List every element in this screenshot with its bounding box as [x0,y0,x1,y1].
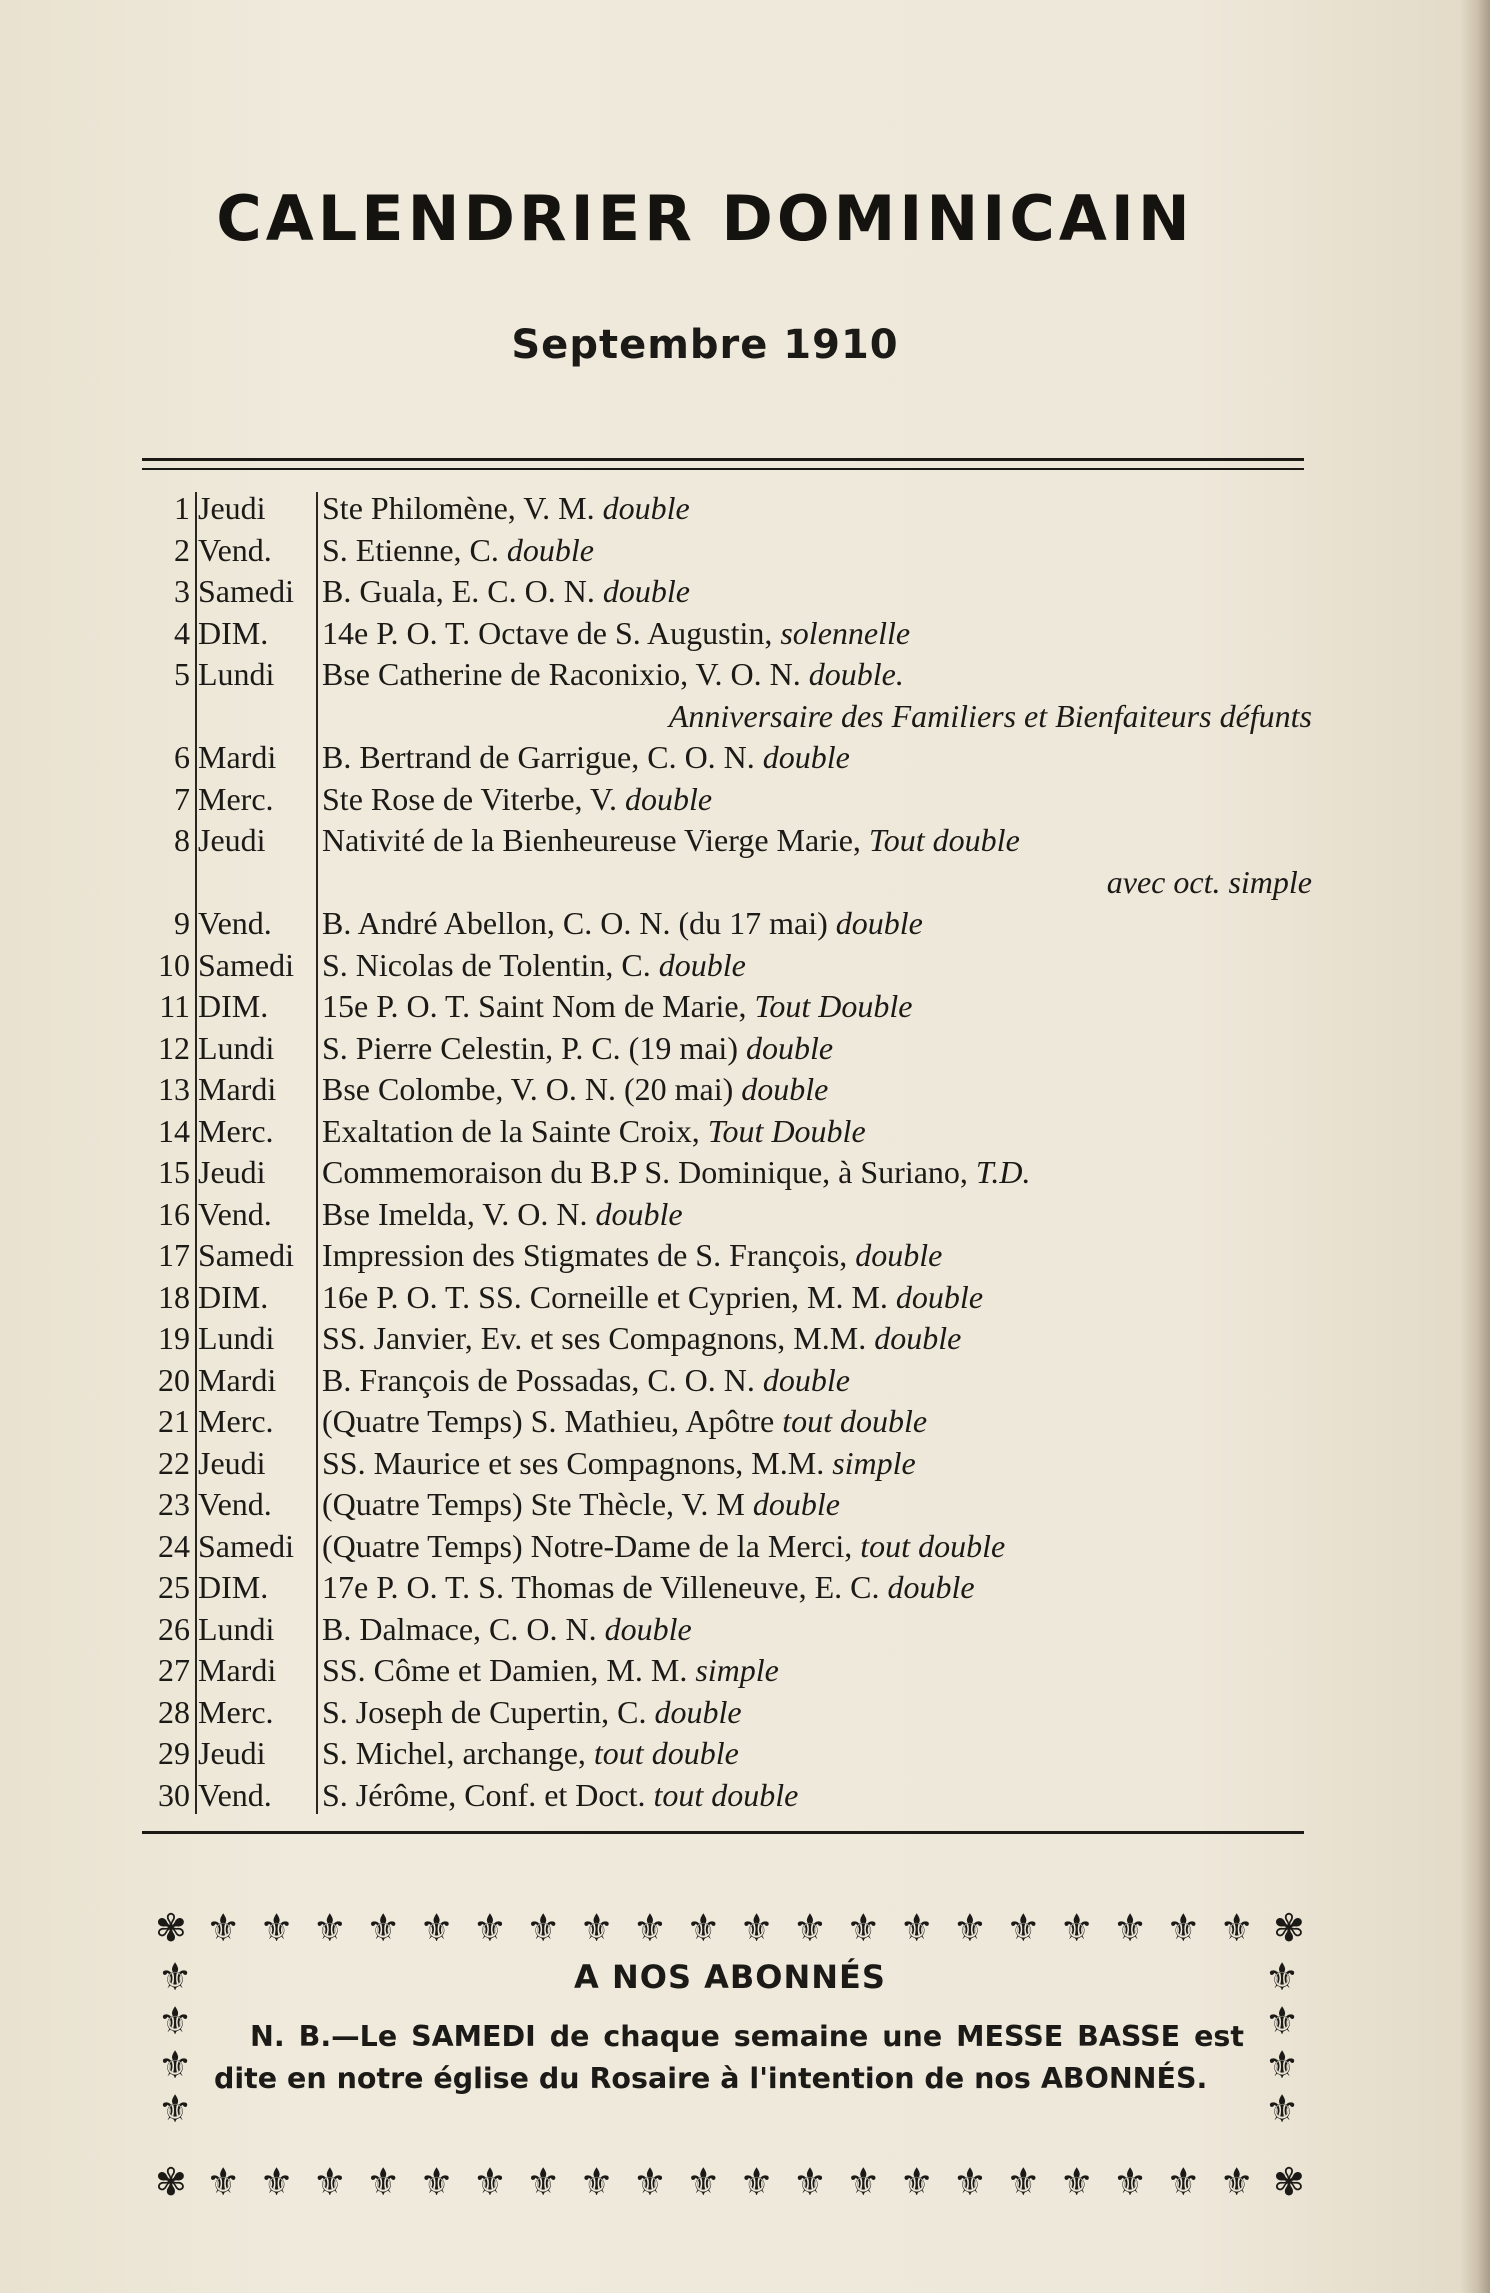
feast-rite: double [624,780,713,817]
feast-rite: tout double [653,1776,799,1813]
feast-description [322,1318,1312,1360]
feast-rite: double [874,1320,962,1356]
feast-name: B. André Abellon, C. O. N. (du 17 mai) [322,905,836,941]
calendar-row [0,1360,1490,1402]
feast-name: (Quatre Temps) Notre-Dame de la Merci, [322,1527,861,1564]
calendar-row [0,1650,1490,1692]
feast-name: Commemoraison du B.P S. Dominique, à Suriano, [322,1154,976,1190]
feast-description [322,530,1312,572]
weekday: Samedi [198,573,294,609]
fleur-de-lis-icon: ⚜ [579,2160,614,2204]
fleur-de-lis-icon: ⚜ [366,1906,401,1950]
calendar-row [0,530,1490,572]
feast-name: Bse Imelda, V. O. N. [322,1195,596,1232]
feast-description [322,945,1312,987]
fleur-de-lis-icon: ⚜ [259,1906,294,1950]
notice-text: N. B.—Le SAMEDI de chaque semaine une MESSE BASSE est dite en notre église du Rosaire à l'intention de nos ABONNÉS. [214,2020,1244,2095]
feast-name: B. Bertrand de Garrigue, C. O. N. [322,739,763,775]
day-number: 7 [174,780,190,817]
fleur-de-lis-icon: ⚜ [472,2160,507,2204]
calendar-row [0,1692,1490,1734]
feast-rite: tout double [782,1403,928,1439]
calendar-row [0,613,1490,655]
feast-description [322,1111,1312,1153]
corner-ornament-icon: ✾ [155,2160,187,2204]
fleur-de-lis-icon: ⚜ [1112,1906,1148,1950]
calendar-row [0,1235,1490,1277]
day-number: 22 [158,1444,190,1481]
feast-name: B. Guala, E. C. O. N. [322,573,603,609]
fleur-de-lis-icon: ⚜ [579,1906,614,1950]
feast-description [322,1235,1312,1277]
calendar-row [0,820,1490,903]
weekday: Lundi [198,1320,275,1356]
fleur-de-lis-icon: ⚜ [526,1906,561,1950]
fleur-de-lis-icon: ⚜ [1219,2160,1254,2204]
notice-title: A NOS ABONNÉS [574,1958,886,1996]
feast-name: B. Dalmace, C. O. N. [322,1610,605,1647]
day-number: 10 [158,946,190,983]
calendar-row [0,488,1490,530]
feast-description [322,1443,1312,1485]
feast-description [322,1526,1312,1568]
weekday: Jeudi [198,1154,266,1190]
ornament-border-top [155,1908,1305,1948]
fleur-de-lis-icon: ⚜ [1112,2160,1148,2204]
fleur-de-lis-icon: ⚜ [1264,2043,1300,2087]
calendar-row [0,1526,1490,1568]
top-rule-thick [142,458,1304,461]
day-number: 12 [158,1029,190,1066]
day-number: 15 [158,1154,190,1190]
fleur-de-lis-icon: ⚜ [1166,2160,1201,2204]
page-subtitle: Septembre 1910 [511,322,899,368]
feast-rite: double [895,1278,984,1315]
day-number: 20 [158,1361,190,1398]
feast-rite: double. [808,656,904,692]
calendar-row [0,1609,1490,1651]
day-number: 29 [158,1735,190,1771]
feast-description [322,488,1312,530]
weekday: Vend. [198,1776,272,1813]
calendar-row [0,1194,1490,1236]
feast-name: 14e P. O. T. Octave de S. Augustin, [322,614,781,651]
fleur-de-lis-icon: ⚜ [792,2160,827,2204]
feast-name: S. Nicolas de Tolentin, C. [322,946,659,983]
calendar-row [0,1775,1490,1817]
top-rule-thin [142,468,1304,470]
feast-continuation: avec oct. simple [1106,863,1312,900]
weekday: Vend. [198,905,272,941]
calendar-row [0,903,1490,945]
feast-rite: double [752,1486,840,1522]
fleur-de-lis-icon: ⚜ [206,1906,241,1950]
feast-name: S. Michel, archange, [322,1735,594,1771]
feast-rite: double [602,573,690,609]
fleur-de-lis-icon: ⚜ [1264,2087,1300,2131]
fleur-de-lis-icon: ⚜ [1006,2160,1041,2204]
feast-description [322,1775,1312,1817]
calendar-row [0,1401,1490,1443]
day-number: 25 [158,1569,190,1605]
feast-rite: Tout Double [754,988,913,1024]
feast-rite: solennelle [780,614,911,651]
corner-ornament-icon: ✾ [155,1906,187,1950]
day-number: 6 [174,739,190,775]
bottom-rule [142,1831,1304,1834]
feast-rite: T.D. [975,1154,1031,1190]
calendar-row [0,779,1490,821]
calendar-row [0,945,1490,987]
calendar-row [0,1152,1490,1194]
feast-name: S. Pierre Celestin, P. C. (19 mai) [322,1029,746,1066]
weekday: Samedi [198,1237,294,1273]
fleur-de-lis-icon: ⚜ [312,1906,347,1950]
feast-name: 17e P. O. T. S. Thomas de Villeneuve, E. C. [322,1569,888,1605]
calendar-row [0,654,1490,737]
feast-rite: double [741,1071,829,1107]
day-number: 11 [159,988,190,1024]
feast-description [322,1194,1312,1236]
feast-description [322,986,1312,1028]
weekday: Lundi [198,1029,275,1066]
feast-description [322,737,1312,779]
day-number: 23 [158,1486,190,1522]
fleur-de-lis-icon: ⚜ [1059,1906,1094,1950]
corner-ornament-icon: ✾ [1272,1906,1305,1950]
feast-rite: simple [695,1652,779,1688]
weekday: Merc. [198,780,274,817]
weekday: DIM. [198,614,269,651]
feast-rite: double [658,946,746,983]
weekday: Merc. [198,1403,274,1439]
day-number: 30 [158,1776,190,1813]
calendar-row [0,1069,1490,1111]
fleur-de-lis-icon: ⚜ [157,1955,193,1999]
day-number: 17 [158,1237,190,1273]
weekday: DIM. [198,988,269,1024]
fleur-de-lis-icon: ⚜ [157,2043,193,2087]
weekday: Vend. [198,1195,272,1232]
feast-name: S. Jérôme, Conf. et Doct. [322,1776,654,1813]
weekday: Jeudi [198,1444,266,1481]
fleur-de-lis-icon: ⚜ [157,2087,193,2131]
feast-description [322,1069,1312,1111]
feast-description [322,1609,1312,1651]
day-number: 28 [158,1693,190,1730]
fleur-de-lis-icon: ⚜ [1264,1955,1300,1999]
weekday: Mardi [198,739,277,775]
calendar-row [0,737,1490,779]
day-number: 27 [158,1652,190,1688]
calendar-row [0,1567,1490,1609]
day-number: 9 [174,905,190,941]
day-number: 21 [158,1403,190,1439]
feast-description [322,1733,1312,1775]
feast-name: 16e P. O. T. SS. Corneille et Cyprien, M. M. [322,1278,896,1315]
feast-name: 15e P. O. T. Saint Nom de Marie, [322,988,755,1024]
feast-name: S. Joseph de Cupertin, C. [322,1693,655,1730]
calendar-row [0,1733,1490,1775]
feast-rite: double [835,905,923,941]
fleur-de-lis-icon: ⚜ [632,2160,667,2204]
fleur-de-lis-icon: ⚜ [419,1906,454,1950]
fleur-de-lis-icon: ⚜ [157,1999,193,2043]
feast-name: B. François de Possadas, C. O. N. [322,1361,763,1398]
fleur-de-lis-icon: ⚜ [312,2160,347,2204]
feast-name: SS. Côme et Damien, M. M. [322,1652,696,1688]
feast-description [322,1277,1312,1319]
feast-rite: double [602,490,690,526]
weekday: Mardi [198,1361,277,1398]
calendar-row [0,986,1490,1028]
weekday: Mardi [198,1071,277,1107]
ornament-border-right [1262,1955,1302,2131]
feast-name: SS. Maurice et ses Compagnons, M.M. [322,1444,833,1481]
fleur-de-lis-icon: ⚜ [206,2160,241,2204]
feast-rite: tout double [860,1527,1006,1564]
day-number: 18 [158,1278,190,1315]
feast-description [322,1484,1312,1526]
day-number: 19 [158,1320,190,1356]
day-number: 13 [158,1071,190,1107]
day-number: 1 [174,490,190,526]
feast-name: Ste Philomène, V. M. [322,490,603,526]
feast-rite: tout double [593,1735,739,1771]
feast-rite: Tout Double [707,1112,866,1149]
day-number: 14 [158,1112,190,1149]
feast-description [322,903,1312,945]
fleur-de-lis-icon: ⚜ [1166,1906,1201,1950]
fleur-de-lis-icon: ⚜ [952,1906,987,1950]
fleur-de-lis-icon: ⚜ [792,1906,827,1950]
day-number: 8 [174,822,190,858]
weekday: Jeudi [198,490,266,526]
fleur-de-lis-icon: ⚜ [899,1906,934,1950]
feast-rite: double [762,1361,850,1398]
feast-rite: double [506,531,594,568]
ornament-border-bottom [155,2162,1305,2202]
weekday: Vend. [198,1486,272,1522]
fleur-de-lis-icon: ⚜ [739,2160,774,2204]
day-number: 16 [158,1195,190,1232]
feast-name: Bse Catherine de Raconixio, V. O. N. [322,656,809,692]
feast-rite: simple [832,1444,916,1481]
feast-rite: double [654,1693,742,1730]
calendar-row [0,1443,1490,1485]
feast-description [322,1028,1312,1070]
calendar-row [0,1111,1490,1153]
feast-name: Exaltation de la Sainte Croix, [322,1112,708,1149]
calendar-row [0,1028,1490,1070]
fleur-de-lis-icon: ⚜ [1264,1999,1300,2043]
weekday: Jeudi [198,822,266,858]
feast-rite: double [745,1029,834,1066]
calendar-row [0,1277,1490,1319]
weekday: Samedi [198,1527,294,1564]
feast-rite: double [855,1237,943,1273]
fleur-de-lis-icon: ⚜ [419,2160,454,2204]
feast-rite: double [762,739,850,775]
fleur-de-lis-icon: ⚜ [632,1906,667,1950]
feast-rite: double [604,1610,692,1647]
fleur-de-lis-icon: ⚜ [472,1906,507,1950]
feast-description [322,1152,1312,1194]
feast-description [322,1360,1312,1402]
feast-description [322,1401,1312,1443]
calendar-row [0,571,1490,613]
feast-rite: double [595,1195,683,1232]
feast-name: S. Etienne, C. [322,531,507,568]
ornament-border-left [155,1955,195,2131]
feast-description [322,1692,1312,1734]
feast-name: Impression des Stigmates de S. François, [322,1237,856,1273]
day-number: 26 [158,1610,190,1647]
fleur-de-lis-icon: ⚜ [899,2160,934,2204]
fleur-de-lis-icon: ⚜ [686,1906,721,1950]
feast-description [322,779,1312,821]
weekday: DIM. [198,1278,269,1315]
calendar-table [0,488,1490,1816]
fleur-de-lis-icon: ⚜ [846,1906,881,1950]
day-number: 24 [158,1527,190,1564]
weekday: DIM. [198,1569,269,1605]
fleur-de-lis-icon: ⚜ [366,2160,401,2204]
feast-description [322,654,1312,696]
feast-description [322,613,1312,655]
fleur-de-lis-icon: ⚜ [739,1906,774,1950]
weekday: Samedi [198,946,294,983]
corner-ornament-icon: ✾ [1272,2160,1305,2204]
fleur-de-lis-icon: ⚜ [846,2160,881,2204]
day-number: 4 [174,614,190,651]
feast-description [322,1567,1312,1609]
weekday: Mardi [198,1652,277,1688]
feast-rite: Tout double [868,822,1020,858]
feast-continuation: Anniversaire des Familiers et Bienfaiteurs défunts [668,697,1312,734]
feast-name: Ste Rose de Viterbe, V. [322,780,625,817]
feast-description [322,820,1312,862]
fleur-de-lis-icon: ⚜ [259,2160,294,2204]
day-number: 5 [174,656,190,692]
fleur-de-lis-icon: ⚜ [952,2160,987,2204]
day-number: 3 [174,573,190,609]
feast-name: Nativité de la Bienheureuse Vierge Marie, [322,822,869,858]
calendar-row [0,1484,1490,1526]
fleur-de-lis-icon: ⚜ [1219,1906,1254,1950]
weekday: Lundi [198,656,275,692]
feast-name: SS. Janvier, Ev. et ses Compagnons, M.M. [322,1320,875,1356]
weekday: Vend. [198,531,272,568]
weekday: Lundi [198,1610,275,1647]
feast-description [322,1650,1312,1692]
fleur-de-lis-icon: ⚜ [1059,2160,1094,2204]
page-title: CALENDRIER DOMINICAIN [216,182,1194,255]
weekday: Merc. [198,1112,274,1149]
feast-name: (Quatre Temps) Ste Thècle, V. M [322,1486,753,1522]
fleur-de-lis-icon: ⚜ [526,2160,561,2204]
day-number: 2 [174,531,190,568]
feast-description [322,571,1312,613]
fleur-de-lis-icon: ⚜ [1006,1906,1041,1950]
fleur-de-lis-icon: ⚜ [686,2160,721,2204]
feast-name: Bse Colombe, V. O. N. (20 mai) [322,1071,742,1107]
weekday: Jeudi [198,1735,266,1771]
weekday: Merc. [198,1693,274,1730]
feast-rite: double [887,1569,975,1605]
feast-name: (Quatre Temps) S. Mathieu, Apôtre [322,1403,783,1439]
calendar-row [0,1318,1490,1360]
